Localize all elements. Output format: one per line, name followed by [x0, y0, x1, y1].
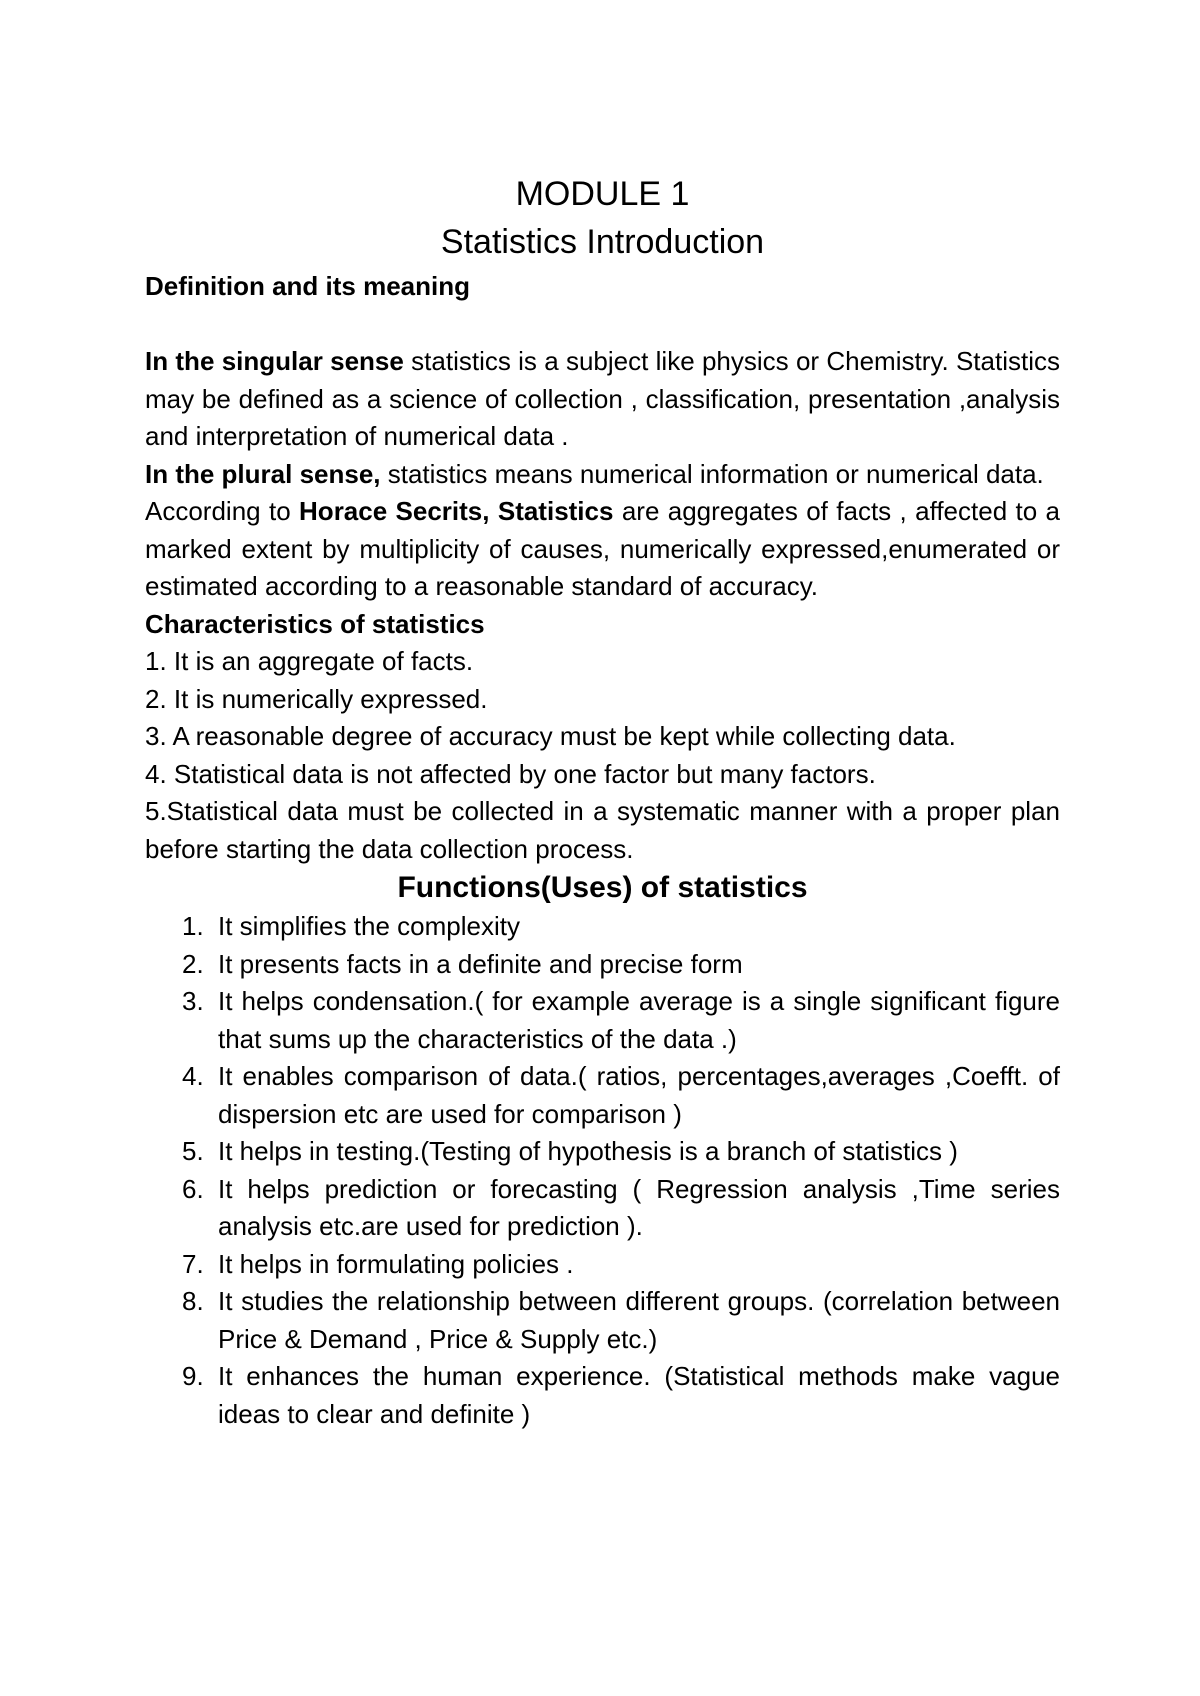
list-text: It enables comparison of data.( ratios, percentages,averages ,Coefft. of dispersion etc are used for comparison ) [218, 1061, 1060, 1129]
list-item [145, 1283, 1060, 1358]
list-number: 9. [182, 1361, 204, 1391]
list-item: 2. It is numerically expressed. [145, 683, 488, 714]
main-title: Statistics Introduction [440, 223, 765, 261]
list-text: It helps in formulating policies . [218, 1248, 574, 1279]
list-number: 5. [182, 1136, 204, 1166]
list-item [145, 1058, 1060, 1133]
list-item [145, 908, 1060, 946]
list-number: 6. [182, 1173, 204, 1204]
list-text: It helps in testing.(Testing of hypothesis is a branch of statistics ) [218, 1136, 958, 1166]
list-item [145, 1171, 1060, 1246]
module-title: MODULE 1 [515, 175, 690, 213]
list-number: 1. [182, 911, 204, 941]
list-item [145, 1246, 1060, 1284]
list-text: It presents facts in a definite and precise form [218, 948, 743, 979]
singular-sense-paragraph [145, 343, 1060, 456]
list-number: 2. [182, 948, 204, 979]
document-page [145, 170, 1060, 1433]
list-text: It helps condensation.( for example average is a single significant figure that sums up the characteristics of the data .) [218, 986, 1060, 1054]
plural-sense-lead: In the plural sense, [145, 458, 381, 489]
list-item: 1. It is an aggregate of facts. [145, 646, 474, 676]
list-number: 4. [182, 1061, 204, 1091]
definition-heading: Definition and its meaning [145, 271, 471, 301]
list-item [145, 946, 1060, 984]
secrist-name: Horace Secrits, Statistics [299, 496, 614, 526]
list-item: 5.Statistical data must be collected in a systematic manner with a proper plan before starting the data collection process. [145, 796, 1060, 864]
singular-sense-text: statistics is a subject like physics or Chemistry. Statistics may be defined as a science of collection , classification, presentation ,analysis and interpretation of numerical data . [145, 346, 1060, 451]
secrist-definition-paragraph [145, 493, 1060, 606]
singular-sense-lead: In the singular sense [145, 346, 404, 376]
list-number: 8. [182, 1286, 204, 1316]
list-item: 4. Statistical data is not affected by one factor but many factors. [145, 758, 876, 789]
list-number: 3. [182, 986, 204, 1016]
spacer [145, 306, 1060, 344]
plural-sense-paragraph [145, 456, 1060, 494]
list-item [145, 1133, 1060, 1171]
list-number: 7. [182, 1248, 204, 1279]
list-text: It studies the relationship between different groups. (correlation between Price & Demand , Price & Supply etc.) [218, 1286, 1060, 1354]
plural-sense-text: statistics means numerical information or numerical data. [380, 458, 1044, 489]
list-item: 3. A reasonable degree of accuracy must be kept while collecting data. [145, 721, 956, 751]
list-text: It enhances the human experience. (Statistical methods make vague ideas to clear and definite ) [218, 1361, 1060, 1429]
secrist-text: are aggregates of facts , affected to a marked extent by multiplicity of causes, numerically expressed,enumerated or estimated according to a reasonable standard of accuracy. [145, 496, 1061, 601]
functions-heading: Functions(Uses) of statistics [397, 871, 808, 904]
characteristics-list [145, 643, 1060, 868]
characteristics-heading: Characteristics of statistics [145, 608, 485, 639]
list-text: It helps prediction or forecasting ( Regression analysis ,Time series analysis etc.are used for prediction ). [218, 1173, 1060, 1241]
list-item [145, 983, 1060, 1058]
functions-list [145, 908, 1060, 1433]
list-text: It simplifies the complexity [218, 911, 520, 941]
list-item [145, 1358, 1060, 1433]
secrist-pre: According to [145, 496, 300, 526]
